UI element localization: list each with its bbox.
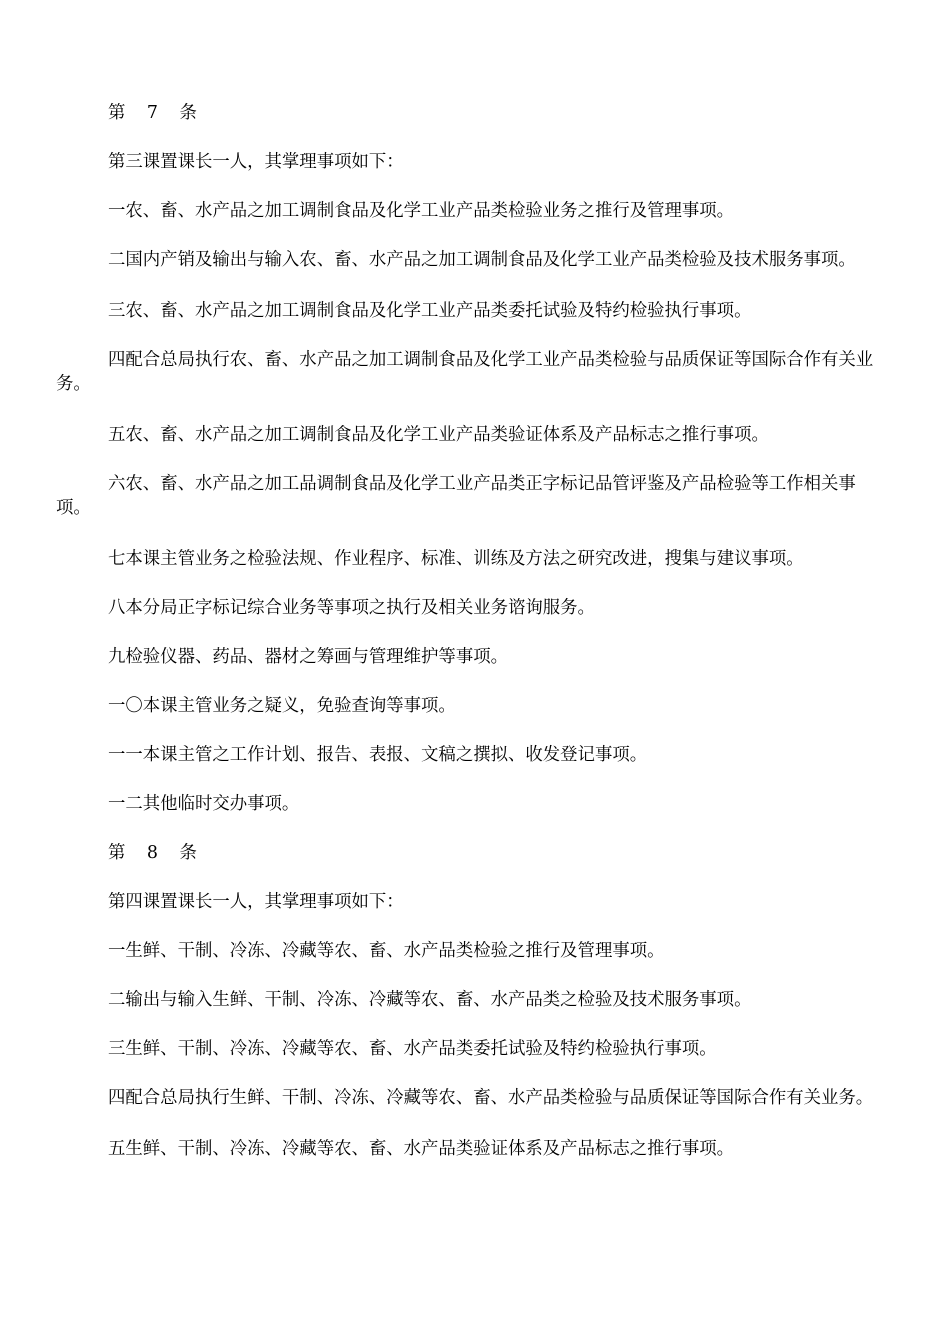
paragraph-item: 六农、畜、水产品之加工品调制食品及化学工业产品类正字标记品管评鉴及产品检验等工作相关事项。 [56, 474, 856, 518]
paragraph-item: 一二其他临时交办事项。 [108, 794, 300, 814]
paragraph-item: 四配合总局执行农、畜、水产品之加工调制食品及化学工业产品类检验与品质保证等国际合作有关业务。 [56, 350, 874, 394]
paragraph-item: 一生鲜、干制、冷冻、冷藏等农、畜、水产品类检验之推行及管理事项。 [108, 941, 665, 961]
paragraph-item: 二输出与输入生鲜、干制、冷冻、冷藏等农、畜、水产品类之检验及技术服务事项。 [108, 990, 752, 1010]
paragraph-item: 二国内产销及输出与输入农、畜、水产品之加工调制食品及化学工业产品类检验及技术服务事项。 [108, 250, 856, 270]
paragraph-section4-intro: 第四课置课长一人，其掌理事项如下： [108, 892, 404, 912]
paragraph-item: 五农、畜、水产品之加工调制食品及化学工业产品类验证体系及产品标志之推行事项。 [108, 425, 769, 445]
paragraph-item: 四配合总局执行生鲜、干制、冷冻、冷藏等农、畜、水产品类检验与品质保证等国际合作有关业务。 [108, 1088, 874, 1108]
paragraph-item: 三生鲜、干制、冷冻、冷藏等农、畜、水产品类委托试验及特约检验执行事项。 [108, 1039, 717, 1059]
paragraph-item: 八本分局正字标记综合业务等事项之执行及相关业务谘询服务。 [108, 598, 595, 618]
article-heading-7: 第 7 条 [108, 103, 205, 123]
paragraph-item: 一农、畜、水产品之加工调制食品及化学工业产品类检验业务之推行及管理事项。 [108, 201, 735, 221]
paragraph-item: 五生鲜、干制、冷冻、冷藏等农、畜、水产品类验证体系及产品标志之推行事项。 [108, 1139, 735, 1159]
paragraph-item: 七本课主管业务之检验法规、作业程序、标准、训练及方法之研究改进，搜集与建议事项。 [108, 549, 804, 569]
paragraph-item: 一一本课主管之工作计划、报告、表报、文稿之撰拟、收发登记事项。 [108, 745, 648, 765]
article-heading-8: 第 8 条 [108, 843, 205, 863]
paragraph-item: 九检验仪器、药品、器材之筹画与管理维护等事项。 [108, 647, 508, 667]
paragraph-item: 一〇本课主管业务之疑义，免验查询等事项。 [108, 696, 456, 716]
paragraph-item: 三农、畜、水产品之加工调制食品及化学工业产品类委托试验及特约检验执行事项。 [108, 301, 752, 321]
paragraph-section3-intro: 第三课置课长一人，其掌理事项如下： [108, 152, 404, 172]
